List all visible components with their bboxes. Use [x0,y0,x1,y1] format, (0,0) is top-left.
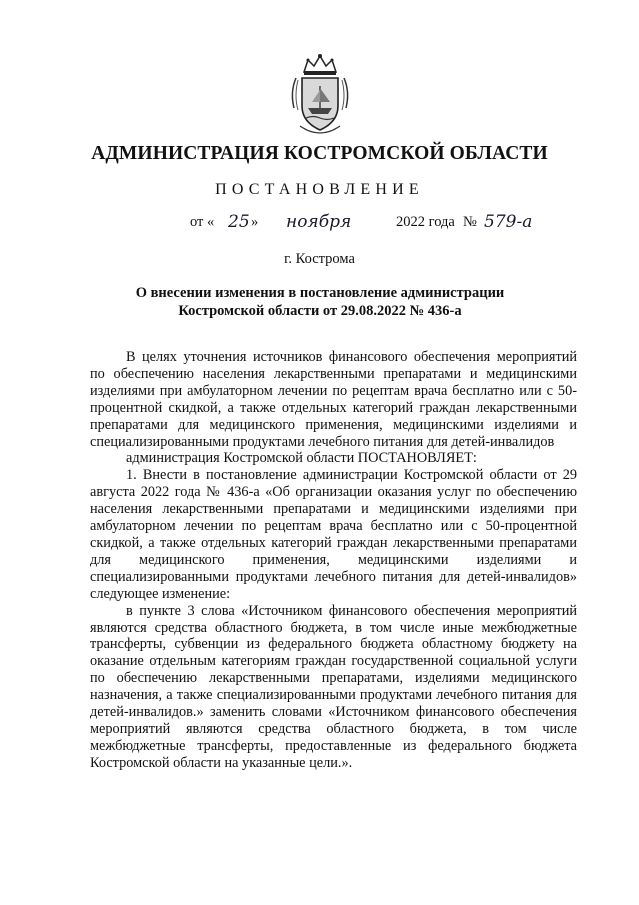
subject-line-2: Костромской области от 29.08.2022 № 436-а [178,303,462,319]
date-prefix: от « [190,214,215,230]
date-close-quote: » [251,214,259,230]
body-paragraph: администрация Костромской области ПОСТАНОВЛЯЕТ: [126,450,477,467]
subject-line-1: О внесении изменения в постановление администрации [135,285,505,301]
date-day-handwritten: 25 [228,212,250,232]
body-paragraph: 1. Внести в постановление администрации Костромской области от 29 августа 2022 года № 436-а «Об организации оказания услуг по обеспечению населения лекарственными препаратами и медицинскими изделиями при амбулаторном лечении по рецептам врача бесплатно или с 50-процентной скидкой, а также отдельных категорий граждан лекарственными препаратами для медицинского применения, медицинскими изделиями и специализированными продуктами лечебного питания для детей-инвалидов» следующее изменение: [90,467,577,602]
date-month-handwritten: ноября [286,212,352,232]
body-paragraph: в пункте 3 слова «Источником финансового обеспечения мероприятий являются средства областного бюджета, в том числе иные межбюджетные трансферты, субвенции из федерального бюджета областному бюджету на оказание отдельным категориям граждан государственной социальной услуги по обеспечению лекарственными препаратами, изделиями медицинского назначения, а также специализированными продуктами лечебного питания для детей-инвалидов.» заменить словами «Источником финансового обеспечения мероприятий являются средства областного бюджета, в том числе межбюджетные трансферты, предоставленные из федерального бюджета Костромской области на указанные цели.». [90,602,577,771]
number-prefix: № [463,214,477,230]
coat-of-arms-emblem [286,52,354,136]
body-paragraph: В целях уточнения источников финансового обеспечения мероприятий по обеспечению населения лекарственными препаратами и медицинскими изделиями при амбулаторном лечении по рецептам врача бесплатно или с 50-процентной скидкой, а также отдельных категорий граждан лекарственными препаратами для медицинского применения, медицинскими изделиями и специализированными продуктами лечебного питания для детей-инвалидов [90,349,577,450]
organization-title: АДМИНИСТРАЦИЯ КОСТРОМСКОЙ ОБЛАСТИ [91,143,548,164]
city: г. Кострома [284,251,355,267]
number-value-handwritten: 579-а [484,212,533,232]
document-type: ПОСТАНОВЛЕНИЕ [215,181,424,198]
document-subject [100,284,540,320]
date-number-line [0,212,639,236]
date-year: 2022 года [396,214,455,230]
document-body [90,349,577,772]
